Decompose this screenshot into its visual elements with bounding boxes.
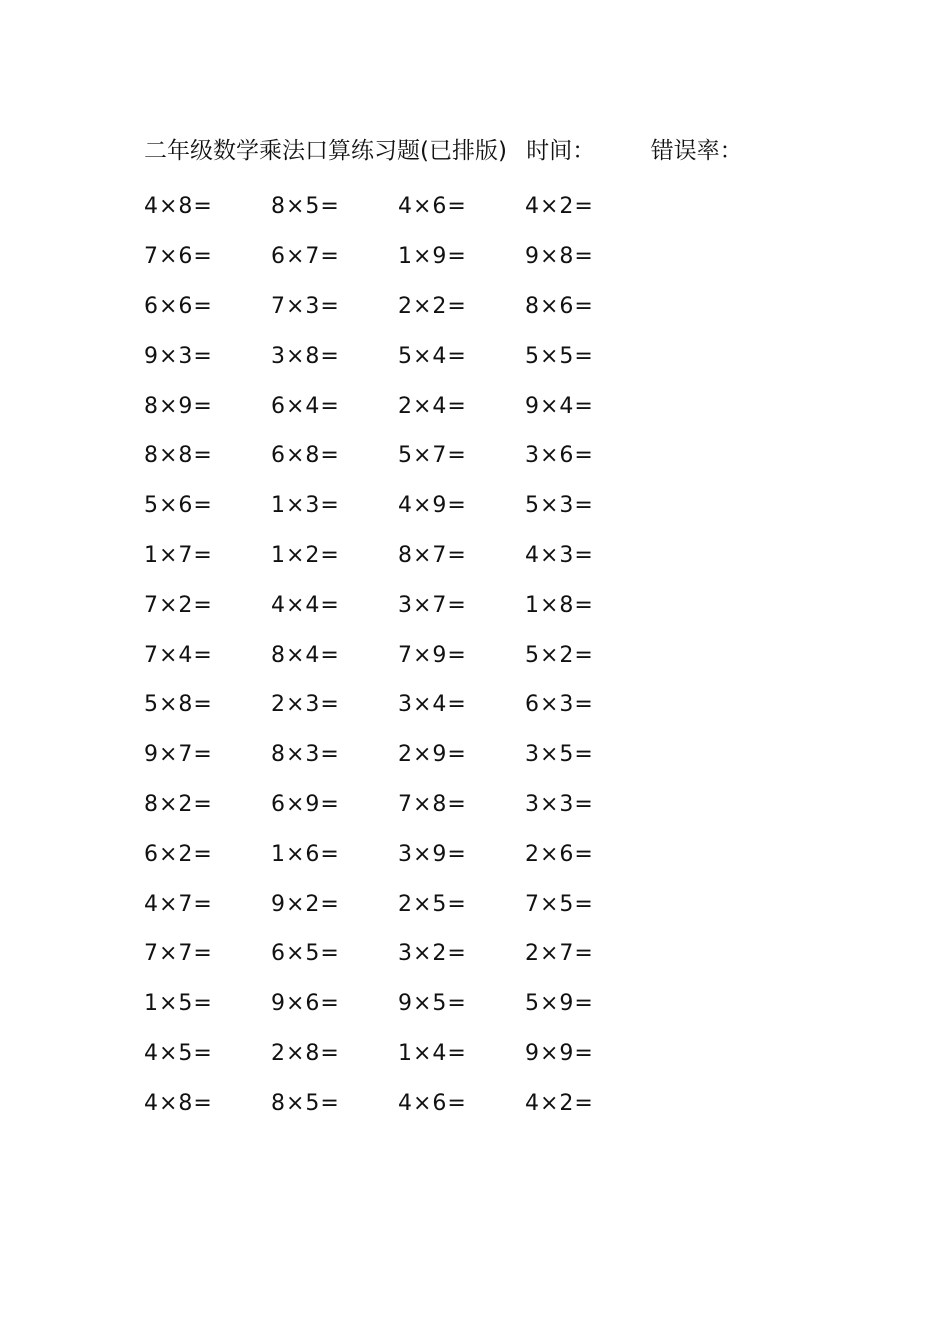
problem-item: 2×6= bbox=[525, 841, 594, 867]
problem-item: 8×4= bbox=[271, 642, 340, 668]
problem-row bbox=[144, 182, 664, 232]
problem-item: 1×8= bbox=[525, 592, 594, 618]
problem-item: 5×8= bbox=[144, 692, 213, 718]
problem-row bbox=[144, 381, 664, 431]
worksheet-title: 二年级数学乘法口算练习题(已排版) bbox=[144, 138, 507, 164]
problem-item: 8×2= bbox=[144, 791, 213, 817]
problem-item: 2×2= bbox=[398, 293, 467, 319]
problem-item: 1×6= bbox=[271, 841, 340, 867]
problem-item: 8×3= bbox=[271, 742, 340, 768]
problem-item: 8×8= bbox=[144, 443, 213, 469]
problem-item: 2×3= bbox=[271, 692, 340, 718]
problem-item: 3×7= bbox=[398, 592, 467, 618]
problem-row bbox=[144, 282, 664, 332]
problem-item: 4×9= bbox=[398, 493, 467, 519]
problem-item: 6×8= bbox=[271, 443, 340, 469]
problem-item: 7×9= bbox=[398, 642, 467, 668]
problem-grid bbox=[144, 182, 664, 1128]
problem-item: 1×5= bbox=[144, 991, 213, 1017]
problem-item: 4×2= bbox=[525, 194, 594, 220]
problem-item: 9×6= bbox=[271, 991, 340, 1017]
problem-item: 6×2= bbox=[144, 841, 213, 867]
problem-item: 7×5= bbox=[525, 891, 594, 917]
problem-item: 1×4= bbox=[398, 1040, 467, 1066]
problem-item: 1×3= bbox=[271, 493, 340, 519]
problem-row bbox=[144, 929, 664, 979]
problem-row bbox=[144, 531, 664, 581]
problem-row bbox=[144, 879, 664, 929]
problem-item: 9×8= bbox=[525, 244, 594, 270]
problem-item: 8×7= bbox=[398, 542, 467, 568]
problem-item: 4×4= bbox=[271, 592, 340, 618]
problem-item: 4×6= bbox=[398, 1090, 467, 1116]
problem-row bbox=[144, 331, 664, 381]
problem-item: 5×7= bbox=[398, 443, 467, 469]
problem-item: 6×9= bbox=[271, 791, 340, 817]
problem-item: 7×8= bbox=[398, 791, 467, 817]
problem-item: 7×3= bbox=[271, 293, 340, 319]
problem-item: 4×5= bbox=[144, 1040, 213, 1066]
problem-item: 1×7= bbox=[144, 542, 213, 568]
problem-item: 6×3= bbox=[525, 692, 594, 718]
problem-item: 7×6= bbox=[144, 244, 213, 270]
worksheet-header bbox=[144, 133, 743, 169]
problem-item: 1×9= bbox=[398, 244, 467, 270]
problem-item: 7×4= bbox=[144, 642, 213, 668]
problem-row bbox=[144, 481, 664, 531]
problem-item: 8×5= bbox=[271, 1090, 340, 1116]
time-label: 时间： bbox=[526, 138, 596, 164]
problem-item: 1×2= bbox=[271, 542, 340, 568]
problem-item: 5×6= bbox=[144, 493, 213, 519]
problem-item: 3×3= bbox=[525, 791, 594, 817]
problem-item: 6×6= bbox=[144, 293, 213, 319]
problem-item: 4×2= bbox=[525, 1090, 594, 1116]
problem-item: 4×6= bbox=[398, 194, 467, 220]
problem-item: 3×6= bbox=[525, 443, 594, 469]
problem-item: 7×2= bbox=[144, 592, 213, 618]
problem-row bbox=[144, 780, 664, 830]
problem-item: 5×9= bbox=[525, 991, 594, 1017]
error-rate-label: 错误率： bbox=[650, 138, 743, 164]
problem-item: 6×5= bbox=[271, 941, 340, 967]
problem-item: 9×3= bbox=[144, 343, 213, 369]
problem-item: 4×8= bbox=[144, 194, 213, 220]
problem-item: 9×5= bbox=[398, 991, 467, 1017]
problem-row bbox=[144, 232, 664, 282]
problem-row bbox=[144, 630, 664, 680]
problem-item: 5×3= bbox=[525, 493, 594, 519]
problem-item: 3×9= bbox=[398, 841, 467, 867]
problem-item: 2×8= bbox=[271, 1040, 340, 1066]
problem-item: 9×4= bbox=[525, 393, 594, 419]
problem-item: 7×7= bbox=[144, 941, 213, 967]
problem-item: 8×5= bbox=[271, 194, 340, 220]
problem-item: 9×7= bbox=[144, 742, 213, 768]
problem-item: 8×6= bbox=[525, 293, 594, 319]
problem-item: 4×7= bbox=[144, 891, 213, 917]
problem-item: 2×7= bbox=[525, 941, 594, 967]
problem-item: 2×4= bbox=[398, 393, 467, 419]
problem-item: 3×2= bbox=[398, 941, 467, 967]
problem-row bbox=[144, 680, 664, 730]
problem-row bbox=[144, 1078, 664, 1128]
problem-row bbox=[144, 730, 664, 780]
problem-row bbox=[144, 431, 664, 481]
problem-item: 5×2= bbox=[525, 642, 594, 668]
problem-item: 9×9= bbox=[525, 1040, 594, 1066]
problem-item: 3×4= bbox=[398, 692, 467, 718]
problem-item: 4×3= bbox=[525, 542, 594, 568]
problem-item: 5×5= bbox=[525, 343, 594, 369]
problem-item: 6×4= bbox=[271, 393, 340, 419]
problem-item: 3×8= bbox=[271, 343, 340, 369]
problem-item: 9×2= bbox=[271, 891, 340, 917]
problem-item: 8×9= bbox=[144, 393, 213, 419]
problem-row bbox=[144, 979, 664, 1029]
problem-item: 3×5= bbox=[525, 742, 594, 768]
problem-item: 5×4= bbox=[398, 343, 467, 369]
problem-row bbox=[144, 580, 664, 630]
problem-item: 4×8= bbox=[144, 1090, 213, 1116]
problem-row bbox=[144, 829, 664, 879]
problem-row bbox=[144, 1029, 664, 1079]
problem-item: 2×9= bbox=[398, 742, 467, 768]
problem-item: 6×7= bbox=[271, 244, 340, 270]
problem-item: 2×5= bbox=[398, 891, 467, 917]
